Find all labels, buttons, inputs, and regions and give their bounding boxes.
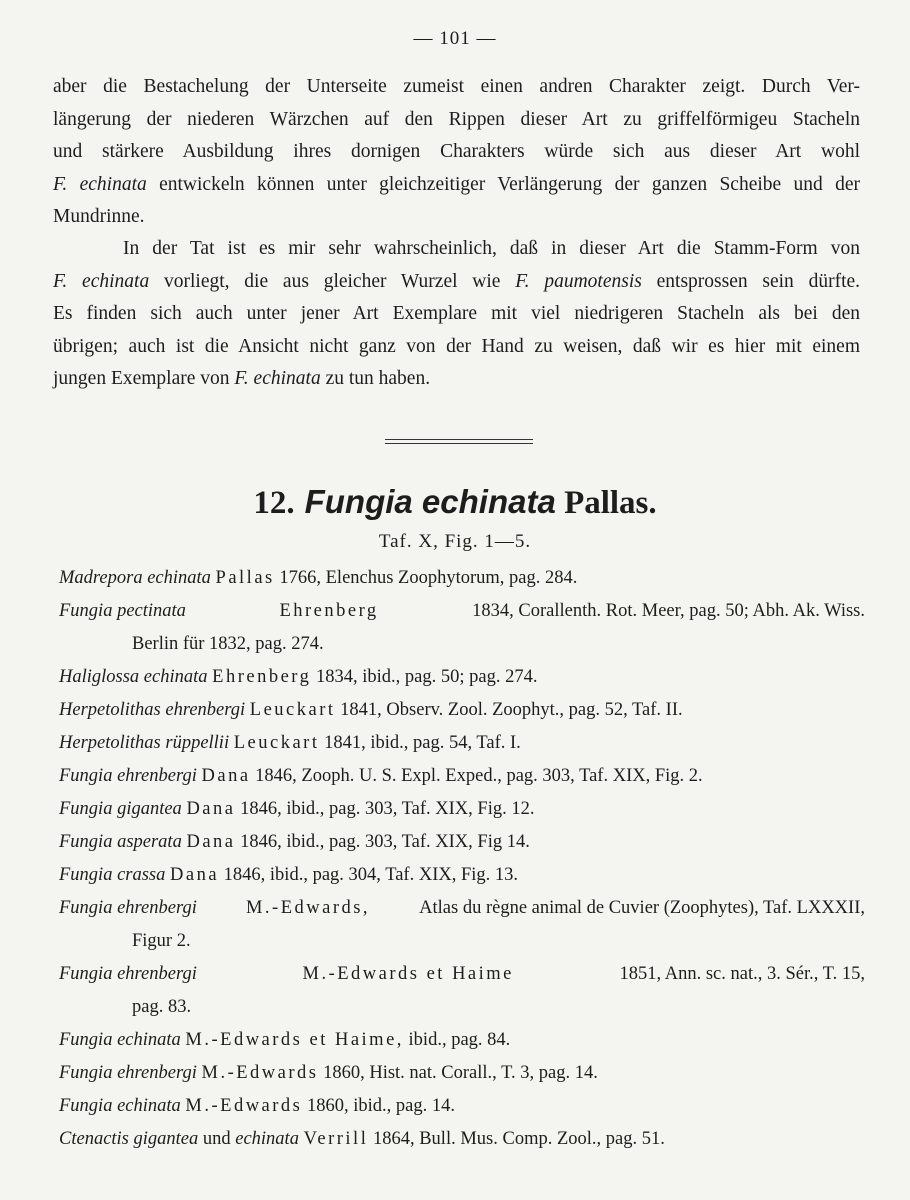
synonym-continuation: Berlin für 1832, pag. 274.	[132, 634, 324, 654]
synonym-author: Dana	[170, 865, 220, 885]
synonym-reference: 1841, Observ. Zool. Zoophyt., pag. 52, Taf. II.	[340, 700, 683, 720]
text-line	[53, 266, 860, 299]
synonym-entry	[59, 1057, 865, 1090]
synonym-reference: 1846, ibid., pag. 303, Taf. XIX, Fig 14.	[240, 832, 530, 852]
synonym-author: Leuckart	[249, 700, 336, 720]
species-name: F. echinata	[53, 173, 147, 195]
synonym-name: Herpetolithas ehrenbergi	[59, 700, 246, 720]
synonym-author: Pallas	[215, 568, 275, 588]
species-name: F. paumotensis	[515, 270, 642, 292]
text-line: Es finden sich auch unter jener Art Exemplare mit viel niedrigeren Stacheln als bei den	[53, 303, 860, 324]
synonym-name: Fungia asperata	[59, 832, 182, 852]
synonym-reference: 1766, Elenchus Zoophytorum, pag. 284.	[279, 568, 578, 588]
synonym-name: Fungia gigantea	[59, 799, 182, 819]
synonym-entry	[59, 1024, 865, 1057]
paragraph-1	[53, 71, 860, 234]
synonym-author: M.-Edwards	[201, 1063, 319, 1083]
page-number: — 101 —	[413, 28, 497, 49]
text-line: und stärkere Ausbildung ihres dornigen Charakters würde sich aus dieser Art wohl	[53, 141, 860, 162]
synonym-reference: 1834, ibid., pag. 50; pag. 274.	[315, 667, 538, 687]
text-line: In der Tat ist es mir sehr wahrscheinlich, daß in dieser Art die Stamm-Form von	[123, 238, 860, 259]
synonym-name: Fungia ehrenbergi	[59, 898, 197, 918]
synonym-author: Ehrenberg	[279, 601, 379, 621]
synonym-reference: 1864, Bull. Mus. Comp. Zool., pag. 51.	[372, 1129, 665, 1149]
text-segment: zu tun haben.	[325, 368, 431, 389]
synonym-reference: 1860, ibid., pag. 14.	[307, 1096, 455, 1116]
synonym-name: Fungia ehrenbergi	[59, 766, 197, 786]
synonym-entry	[59, 727, 865, 760]
text-line: aber die Bestachelung der Unterseite zumeist einen andren Charakter zeigt. Durch Ver-	[53, 76, 860, 97]
species-name: F. echinata	[234, 368, 321, 389]
synonym-reference: Atlas du règne animal de Cuvier (Zoophytes), Taf. LXXXII,	[419, 898, 865, 918]
synonym-entry	[59, 892, 865, 925]
synonym-entry	[59, 595, 865, 628]
synonym-reference: 1860, Hist. nat. Corall., T. 3, pag. 14.	[323, 1063, 598, 1083]
text-line: übrigen; auch ist die Ansicht nicht ganz von der Hand zu weisen, daß wir es hier mit einem	[53, 335, 860, 357]
paragraph-2	[53, 233, 860, 396]
synonym-name: Ctenactis gigantea	[59, 1129, 199, 1149]
text-segment: vorliegt, die aus gleicher Wurzel wie	[164, 270, 501, 292]
species-title: Fungia echinata	[304, 483, 556, 520]
text-segment: entsprossen sein dürfte.	[656, 270, 861, 292]
synonym-entry	[59, 562, 865, 595]
synonym-author: Leuckart	[233, 733, 320, 753]
synonym-reference: 1834, Corallenth. Rot. Meer, pag. 50; Abh. Ak. Wiss.	[472, 601, 865, 621]
synonym-name: Herpetolithas rüppellii	[59, 733, 230, 753]
synonym-reference: 1846, ibid., pag. 304, Taf. XIX, Fig. 13.	[223, 865, 519, 885]
synonym-author: Verrill	[303, 1129, 369, 1149]
section-number: 12.	[253, 485, 295, 521]
synonym-entry	[59, 793, 865, 826]
synonym-name: echinata	[235, 1129, 299, 1149]
synonym-entry	[59, 958, 865, 991]
synonym-name: Haliglossa echinata	[59, 667, 208, 687]
synonym-entry	[59, 1090, 865, 1123]
synonym-entry	[59, 661, 865, 694]
synonym-name: Fungia echinata	[59, 1096, 181, 1116]
section-heading	[0, 483, 910, 522]
synonym-connector: und	[202, 1129, 231, 1149]
synonym-name: Fungia echinata	[59, 1030, 181, 1050]
synonym-entry	[59, 826, 865, 859]
synonym-continuation: Figur 2.	[132, 931, 191, 951]
synonym-author: M.-Edwards et Haime	[302, 964, 514, 984]
plate-reference: Taf. X, Fig. 1—5.	[378, 531, 532, 552]
synonym-author: Dana	[186, 799, 236, 819]
text-line: Mundrinne.	[53, 206, 145, 227]
synonym-name: Fungia ehrenbergi	[59, 1063, 197, 1083]
synonym-entry	[59, 1123, 865, 1156]
synonym-entry	[59, 760, 865, 793]
synonym-author: Dana	[186, 832, 236, 852]
text-segment: entwickeln können unter gleichzeitiger Verlängerung der ganzen Scheibe und der	[159, 173, 860, 195]
synonym-reference: ibid., pag. 84.	[408, 1030, 511, 1050]
synonym-reference: 1846, ibid., pag. 303, Taf. XIX, Fig. 12.	[240, 799, 535, 819]
synonym-reference: 1841, ibid., pag. 54, Taf. I.	[324, 733, 521, 753]
synonym-reference: 1846, Zooph. U. S. Expl. Exped., pag. 303, Taf. XIX, Fig. 2.	[255, 766, 703, 786]
synonymy-list	[59, 562, 865, 1156]
section-divider	[385, 439, 533, 444]
species-name: F. echinata	[53, 270, 150, 292]
synonym-reference: 1851, Ann. sc. nat., 3. Sér., T. 15,	[619, 964, 865, 984]
text-line: längerung der niederen Wärzchen auf den Rippen dieser Art zu griffelförmigeu Stacheln	[53, 108, 860, 130]
synonym-author: M.-Edwards,	[245, 898, 371, 918]
species-author: Pallas.	[564, 485, 657, 521]
synonym-author: M.-Edwards	[185, 1096, 303, 1116]
synonym-name: Fungia crassa	[59, 865, 166, 885]
text-line	[53, 363, 860, 396]
synonym-entry	[59, 694, 865, 727]
synonym-name: Madrepora echinata	[59, 568, 211, 588]
synonym-author: Ehrenberg	[212, 667, 312, 687]
text-segment: jungen Exemplare von	[53, 368, 230, 389]
synonym-continuation: pag. 83.	[132, 997, 192, 1017]
synonym-name: Fungia ehrenbergi	[59, 964, 197, 984]
synonym-entry	[59, 859, 865, 892]
synonym-name: Fungia pectinata	[59, 601, 186, 621]
synonym-author: M.-Edwards et Haime,	[185, 1030, 404, 1050]
synonym-author: Dana	[201, 766, 251, 786]
text-line	[53, 169, 860, 202]
